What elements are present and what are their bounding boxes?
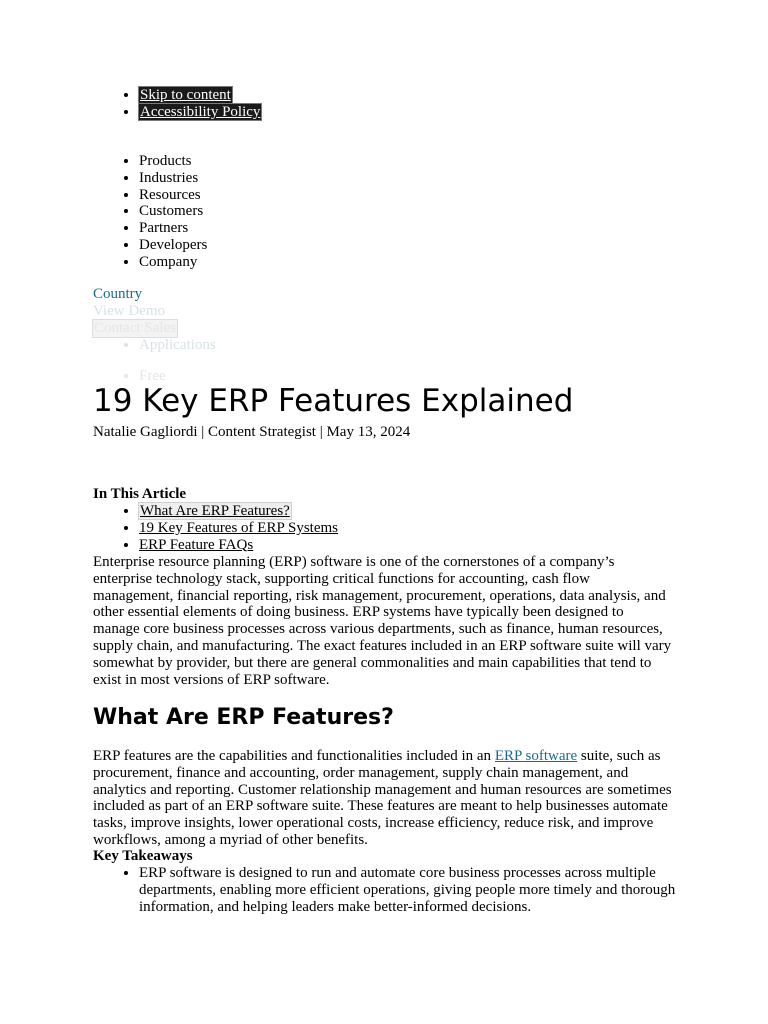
faded-menu (93, 337, 216, 354)
key-takeaway-item: • ERP software is designed to run and automate core business processes across multiple departments, enabling more efficient operations, giving people more timely and thorough information, and helping leaders make better-informed decisions. (139, 865, 719, 915)
section-text-before: ERP features are the capabilities and functionalities included in an (93, 748, 495, 764)
nav-item-resources[interactable]: • Resources (139, 187, 207, 204)
nav-item-industries[interactable]: • Industries (139, 170, 207, 187)
country-link[interactable]: Country (93, 286, 143, 302)
nav-item-company[interactable]: • Company (139, 254, 207, 271)
skip-to-content-link[interactable]: Skip to content (140, 87, 231, 103)
nav-item-products[interactable]: • Products (139, 153, 207, 170)
skip-links (93, 87, 261, 121)
nav-item-partners[interactable]: • Partners (139, 220, 207, 237)
contact-sales-button[interactable]: Contact Sales (94, 320, 177, 336)
skip-link-item (139, 104, 261, 121)
toc-link-what-are-erp-features[interactable]: What Are ERP Features? (140, 503, 290, 519)
toc-item (139, 520, 338, 537)
accessibility-policy-link[interactable]: Accessibility Policy (140, 103, 261, 120)
view-demo-link[interactable]: View Demo (93, 303, 165, 319)
nav-item-customers[interactable]: • Customers (139, 203, 207, 220)
section-heading: What Are ERP Features? (93, 705, 394, 730)
faded-menu-item-2[interactable]: • Free (139, 368, 166, 385)
toc-link-19-key-features[interactable]: 19 Key Features of ERP Systems (139, 519, 339, 536)
section-text-after: suite, such as procurement, finance and accounting, order management, supply chain management, and analytics and reporting. Customer relationship management and human resources are sometimes included as part of an ERP software suite. These features are meant to help businesses automate tasks, improve insights, lower operational costs, increase efficiency, reduce risk, and improve workflows, among a myriad of other benefits. (93, 748, 672, 848)
toc-title: In This Article (93, 486, 187, 502)
erp-software-link[interactable]: ERP software (494, 748, 578, 764)
key-takeaways-list (93, 865, 719, 915)
table-of-contents (93, 503, 338, 553)
skip-link-item (139, 87, 261, 104)
intro-paragraph: Enterprise resource planning (ERP) software is one of the cornerstones of a company’s enterprise technology stack, supporting critical functions for accounting, cash flow management, financial reporting, risk management, procurement, operations, data analysis, and other essential elements of doing business. ERP systems have typically been designed to manage core business processes across various departments, such as finance, human resources, supply chain, and manufacturing. The exact features included in an ERP software suite will vary somewhat by provider, but there are general commonalities and main capabilities that tend to exist in most versions of ERP software. (93, 554, 672, 688)
toc-item (139, 537, 338, 554)
nav-item-developers[interactable]: • Developers (139, 237, 207, 254)
toc-item (139, 503, 338, 520)
main-nav (93, 153, 207, 271)
page-title: 19 Key ERP Features Explained (93, 383, 574, 419)
faded-menu-item[interactable]: • Applications (139, 337, 216, 354)
section-paragraph (93, 748, 673, 849)
key-takeaways-title: Key Takeaways (93, 848, 193, 864)
toc-link-erp-feature-faqs[interactable]: ERP Feature FAQs (139, 536, 254, 553)
article-byline: Natalie Gagliordi | Content Strategist | May 13, 2024 (93, 424, 411, 440)
